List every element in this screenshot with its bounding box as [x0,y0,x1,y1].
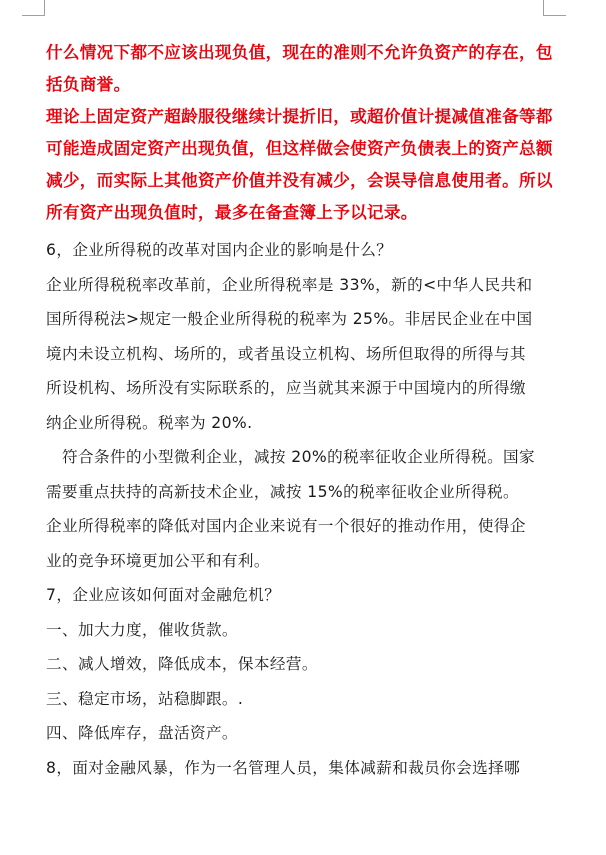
note-line: 括负商誉。 [46,75,131,94]
question-6-section [46,233,558,578]
question-6-paragraph-2 [46,440,558,578]
note-line: 所有资产出现负值时，最多在备查簿上予以记录。 [46,203,418,222]
question-8-heading: 8，面对金融风暴，作为一名管理人员，集体减薪和裁员你会选择哪 [46,758,521,777]
page-corner-mark-left [22,0,45,16]
paragraph-line: 纳企业所得税。税率为 20%. [46,413,253,432]
question-6-heading: 6，企业所得税的改革对国内企业的影响是什么？ [46,241,393,259]
highlighted-note [46,37,558,229]
note-line: 理论上固定资产超龄服役继续计提折旧，或超价值计提减值准备等都 [46,107,553,126]
paragraph-line: 境内未设立机构、场所的，或者虽设立机构、场所但取得的所得与其 [46,344,526,363]
paragraph-line: 符合条件的小型微利企业，减按 20%的税率征收企业所得税。国家 [62,448,536,466]
list-item: 一、加大力度，催收货款。 [46,620,238,639]
question-8-section [46,751,558,786]
paragraph-line: 业的竞争环境更加公平和有利。 [46,551,270,570]
list-item: 四、降低库存，盘活资产。 [46,724,238,742]
page-corner-mark-right [543,0,566,16]
note-line: 什么情况下都不应该出现负值，现在的准则不允许负资产的存在，包 [46,43,553,62]
paragraph-line: 企业所得税率的降低对国内企业来说有一个很好的推动作用，使得企 [46,517,526,535]
list-item: 二、减人增效，降低成本，保本经营。 [46,655,318,673]
question-7-section [46,578,558,751]
list-item: 三、稳定市场，站稳脚跟。. [46,689,244,708]
paragraph-line: 所设机构、场所没有实际联系的，应当就其来源于中国境内的所得缴 [46,379,526,397]
page-body [46,37,558,785]
paragraph-line: 需要重点扶持的高新技术企业，减按 15%的税率征收企业所得税。 [46,482,520,501]
note-line: 可能造成固定资产出现负值，但这样做会使资产负债表上的资产总额 [46,139,553,158]
note-line: 减少，而实际上其他资产价值并没有减少，会误导信息使用者。所以 [46,171,553,190]
question-7-heading: 7，企业应该如何面对金融危机？ [46,586,281,604]
paragraph-line: 国所得税法>规定一般企业所得税的税率为 25%。非居民企业在中国 [46,310,533,328]
paragraph-line: 企业所得税税率改革前，企业所得税率是 33%，新的<中华人民共和 [46,275,533,294]
question-6-paragraph-1 [46,268,558,441]
